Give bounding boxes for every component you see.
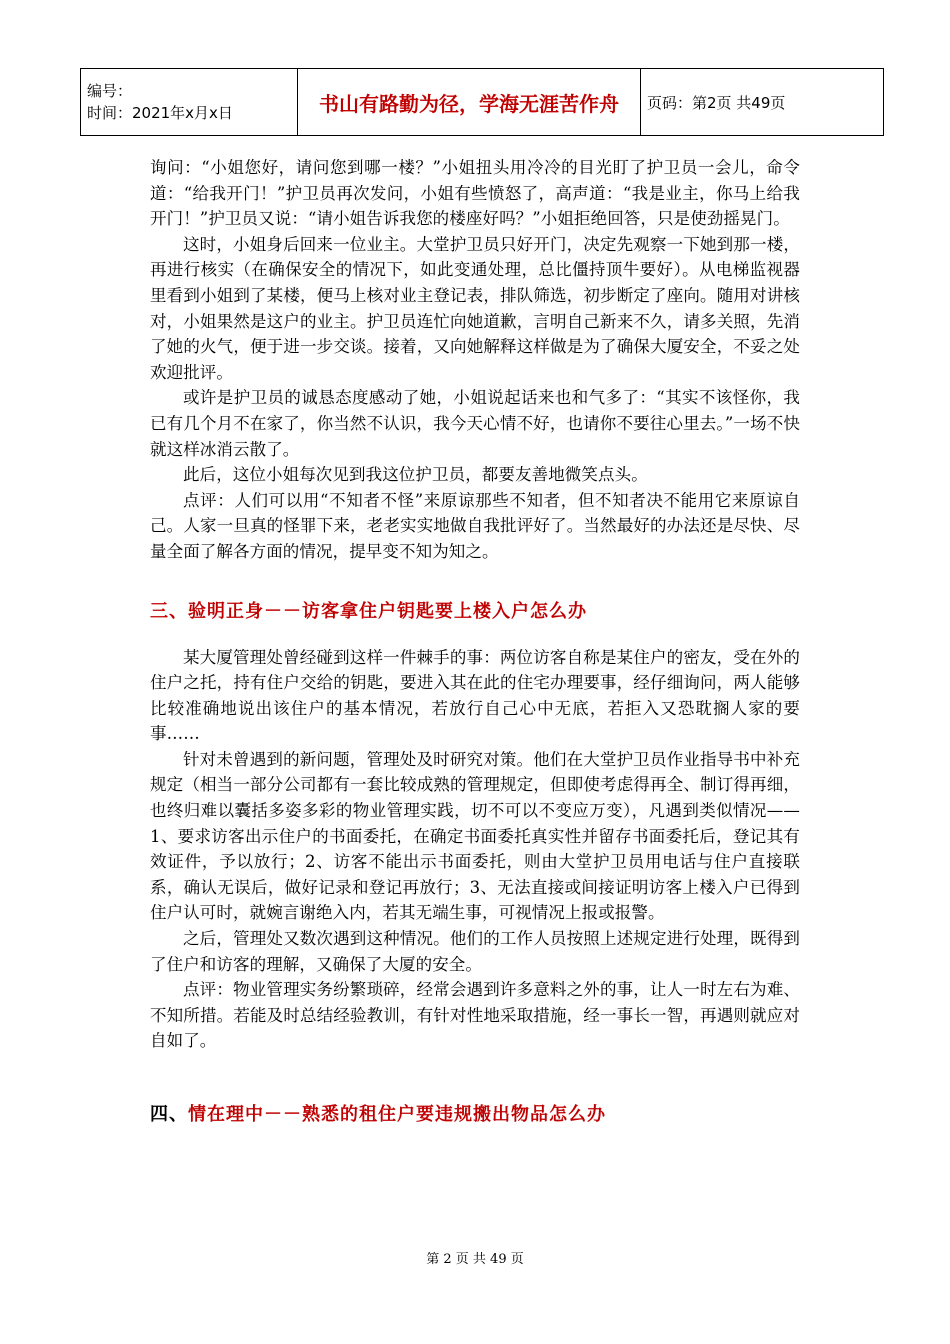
code-label: 编号：: [87, 82, 133, 100]
comment-paragraph: 点评：物业管理实务纷繁琐碎，经常会遇到许多意料之外的事，让人一时左右为难、不知所措。若能及时总结经验教训，有针对性地采取措施，经一事长一智，再遇则就应对自如了。: [150, 980, 800, 1051]
body-paragraph: 之后，管理处又数次遇到这种情况。他们的工作人员按照上述规定进行处理，既得到了住户和访客的理解，又确保了大厦的安全。: [150, 929, 800, 974]
page-footer: 第 2 页 共 49 页: [426, 1252, 524, 1267]
body-paragraph: 此后，这位小姐每次见到我这位护卫员，都要友善地微笑点头。: [183, 465, 648, 485]
header-motto: 书山有路勤为径，学海无涯苦作舟: [298, 69, 641, 136]
document-body: [150, 155, 800, 1126]
header-page-number: 页码：第2页 共49页: [641, 69, 884, 136]
section-heading: 三、验明正身－－访客拿住户钥匙要上楼入户怎么办: [150, 600, 587, 622]
body-paragraph: 或许是护卫员的诚恳态度感动了她，小姐说起话来也和气多了：“其实不该怪你，我已有几个月不在家了，你当然不认识，我今天心情不好，也请你不要往心里去。”一场不快就这样冰消云散了。: [150, 388, 800, 459]
section-heading: [150, 1100, 800, 1126]
body-paragraph: 针对未曾遇到的新问题，管理处及时研究对策。他们在大堂护卫员作业指导书中补充规定（相当一部分公司都有一套比较成熟的管理规定，但即使考虑得再全、制订得再细，也终归难以囊括多姿多彩的物业管理实践，切不可以不变应万变），凡遇到类似情况——1、要求访客出示住户的书面委托，在确定书面委托真实性并留存书面委托后，登记其有效证件，予以放行；2、访客不能出示书面委托，则由大堂护卫员用电话与住户直接联系，确认无误后，做好记录和登记再放行；3、无法直接或间接证明访客上楼入户已得到住户认可时，就婉言谢绝入内，若其无端生事，可视情况上报或报警。: [150, 749, 800, 923]
body-paragraph: 询问：“小姐您好，请问您到哪一楼？”小姐扭头用冷冷的目光盯了护卫员一会儿，命令道：“给我开门！”护卫员再次发问，小姐有些愤怒了，高声道：“我是业主，你马上给我开门！”护卫员又说：“请小姐告诉我您的楼座好吗？”小姐拒绝回答，只是使劲摇晃门。: [150, 158, 800, 229]
date-label: 时间：2021年x月x日: [87, 104, 233, 122]
body-paragraph: 某大厦管理处曾经碰到这样一件棘手的事：两位访客自称是某住户的密友，受在外的住户之托，持有住户交给的钥匙，要进入其在此的住宅办理要事，经仔细询问，两人能够比较准确地说出该住户的基本情况，若放行自己心中无底，若拒入又恐耽搁人家的要事……: [150, 647, 800, 744]
section-number: 四、: [150, 1104, 188, 1125]
page-header: [80, 68, 884, 136]
section-title: 情在理中－－熟悉的租住户要违规搬出物品怎么办: [188, 1104, 606, 1125]
header-meta: [81, 69, 298, 136]
comment-paragraph: 点评：人们可以用“不知者不怪”来原谅那些不知者，但不知者决不能用它来原谅自己。人家一旦真的怪罪下来，老老实实地做自我批评好了。当然最好的办法还是尽快、尽量全面了解各方面的情况，提早变不知为知之。: [150, 490, 800, 561]
body-paragraph: 这时，小姐身后回来一位业主。大堂护卫员只好开门，决定先观察一下她到那一楼，再进行核实（在确保安全的情况下，如此变通处理，总比僵持顶牛要好）。从电梯监视器里看到小姐到了某楼，便马上核对业主登记表，排队筛选，初步断定了座向。随用对讲核对，小姐果然是这户的业主。护卫员连忙向她道歉，言明自己新来不久，请多关照，先消了她的火气，便于进一步交谈。接着，又向她解释这样做是为了确保大厦安全，不妥之处欢迎批评。: [150, 234, 800, 382]
